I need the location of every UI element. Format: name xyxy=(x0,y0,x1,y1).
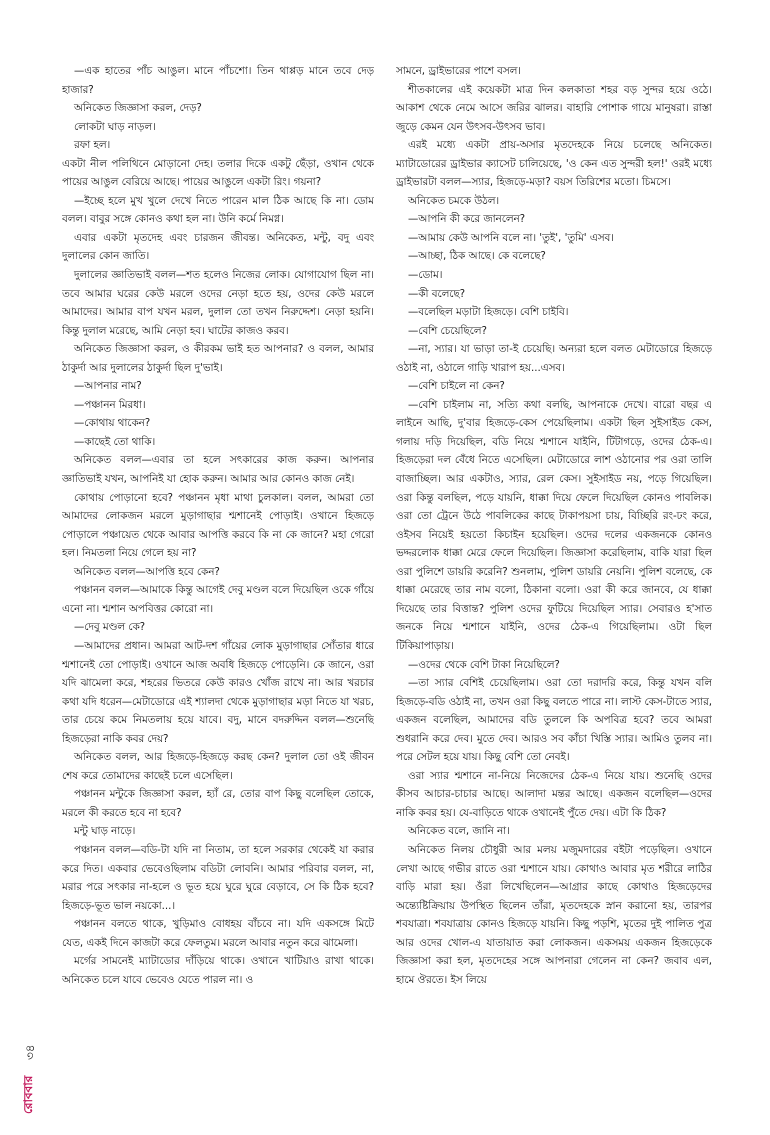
paragraph: অনিকেত বলল—এবার তা হলে সৎকারের কাজ করুন। আপনার জ্ঞাতিভাই যখন, আপনিই যা হোক করুন। আমার আর কোনও কাজ নেই। xyxy=(62,454,374,486)
paragraph: অনিকেত বলল, আর হিজড়ে-হিজড়ে করছ কেন? দুলাল তো ওই জীবন শেষ করে তোমাদের কাছেই চলে এসেছিল। xyxy=(62,751,374,782)
page-number: ৩৪ xyxy=(23,1044,37,1060)
paragraph: —কোথায় থাকেন? xyxy=(74,417,151,430)
paragraph: —এক হাতের পাঁচ আঙুল। মানে পাঁচশো। তিন থাপ্পড় মানে তবে দেড় হাজার? xyxy=(62,65,374,96)
paragraph: —আপনি কী করে জানলেন? xyxy=(408,213,526,226)
paragraph: লোকটা ঘাড় নাড়ল। xyxy=(74,120,156,133)
paragraph: মর্গের সামনেই ম্যাটাডোর দাঁড়িয়ে থাকে। ওখানে খাটিয়াও রাখা থাকে। অনিকেত চলে যাবে ভেবেও যেতে পারল না। ও xyxy=(62,955,374,986)
paragraph: —না, স্যার। যা ভাড়া তা-ই চেয়েছি। অন্যরা হলে বলত মেটাডোরে হিজড়ে ওঠাই না, ওঠালে গাড়ি খারাপ হয়...এসব। xyxy=(396,343,712,374)
paragraph: রফা হল। xyxy=(74,139,111,152)
paragraph: পঞ্চানন মন্টুকে জিজ্ঞাসা করল, হ্যাঁ রে, তোর বাপ কিছু বলেছিল তোকে, মরলে কী করতে হবে না হবে? xyxy=(62,788,374,819)
paragraph: —আচ্ছা, ঠিক আছে। কে বলেছে? xyxy=(408,250,546,263)
paragraph: অনিকেত বলে, জানি না। xyxy=(408,825,510,838)
paragraph: অনিকেত জিজ্ঞাসা করল, ও কীরকম ভাই হত আপনার? ও বলল, আমার ঠাকুর্দা আর দুলালের ঠাকুর্দা ছিল দু'ভাই। xyxy=(62,343,374,374)
paragraph: একটা নীল পলিথিনে মোড়ানো দেহ। তলার দিকে একটু ছেঁড়া, ওখান থেকে পায়ের আঙুল বেরিয়ে আছে। পায়ের আঙুলে একটা রিং। গয়না? xyxy=(62,157,374,189)
paragraph: এবার একটা মৃতদেহ এবং চারজন জীবন্ত। অনিকেত, মন্টু, বদু এবং দুলালের কোন জাতি। xyxy=(62,231,374,263)
paragraph: —তা স্যার বেশিই চেয়েছিলাম। ওরা তো দরাদরি করে, কিন্তু যখন বলি হিজড়ে-বডি ওঠাই না, তখন ওরা কিছু বলতে পারে না। লাস্ট কেস-টাতে স্যার, একজন বলেছিল, আমাদের বডি তুললে কি অপবিত্র হবে? তবে আমরা শুধরানি করে দেব। মুতে দেব। আরও সব কাঁচা খিস্তি স্যার। আমিও তুলব না। পরে সেটল হয়ে যায়। কিছু বেশি তো নেবই। xyxy=(396,677,712,764)
left-column xyxy=(62,62,374,1128)
paragraph: কোথায় পোড়ানো হবে? পঞ্চানন মৃধা মাথা চুলকাল। বলল, আমরা তো আমাদের লোকজন মরলে মুড়াগাছার শ্মশানেই পোড়াই। ওখানে হিজড়ে পোড়ালে পঞ্চায়েত থেকে আবার আপত্তি করবে কি না কে জানে? মহা গেরো হল। নিমতলা নিয়ে গেলে হয় না? xyxy=(62,491,374,560)
paragraph: অনিকেত নিলয় চৌধুরী আর মলয় মজুমদারের বইটা পড়েছিল। ওখানে লেখা আছে গভীর রাতে ওরা শ্মশানে যায়। কোথাও আবার মৃত শরীরে লাঠির বাড়ি মারা হয়। ওঁরা লিখেছিলেন—আগ্রার কাছে কোথাও হিজড়েদের অন্ত্যেষ্টিক্রিয়ায় উপস্থিত ছিলেন তাঁরা, মৃতদেহকে স্নান করানো হয়, তারপর শবযাত্রা। শবযাত্রায় কোনও হিজড়ে যায়নি। কিছু পড়শি, মৃতের দুই পালিত পুত্র আর ওদের খোল-এ যাতায়াত করা লোকজন। একসময় একজন হিজড়েকে জিজ্ঞাসা করা হল, মৃতদেহের সঙ্গে আপনারা গেলেন না কেন? জবাব এল, হামে ঔরতে। ইস লিয়ে xyxy=(396,843,712,986)
paragraph: —বেশি চাইলে না কেন? xyxy=(408,380,505,393)
paragraph: ওরা স্যার শ্মশানে না-নিয়ে নিজেদের ঠেক-এ নিয়ে যায়। শুনেছি ওদের কীসব আচার-চাচার আছে। আলাদা মন্তর আছে। একজন বলেছিল—ওদের নাকি কবর হয়। যে-বাড়িতে থাকে ওখানেই পুঁতে দেয়। এটা কি ঠিক? xyxy=(396,769,712,819)
paragraph: —আমায় কেউ আপনি বলে না। 'তুই', 'তুমি' এসব। xyxy=(408,231,614,244)
paragraph: —আমাদের প্রধান। আমরা আট-দশ গাঁয়ের লোক মুড়াগাছার সোঁতার ধারে শ্মশানেই তো পোড়াই। ওখানে আজ অবধি হিজড়ে পোড়েনি। কে জানে, ওরা যদি ঝামেলা করে, শহরের ভিতরে কেউ কারও খোঁজ রাখে না। আর খরচার কথা যদি ধরেন—মেটাডোরে এই শ্যালদা থেকে মুড়াগাছার মড়া নিতে যা খরচ, তার চেয়ে কমে নিমতলায় হয়ে যাবে। বদু, মানে বদরুদ্দিন বলল—শুনেছি হিজড়েরা নাকি কবর দেয়? xyxy=(62,639,374,745)
paragraph: —বেশি চেয়েছিলে? xyxy=(408,324,487,337)
paragraph: এরই মধ্যে একটা প্রায়-অসার মৃতদেহকে নিয়ে চলেছে অনিকেত। ম্যাটাডোরের ড্রাইভার ক্যাসেট চালিয়েছে, 'ও কেন এত সুন্দরী হল!' ওরই মধ্যে ড্রাইভারটা বলল—স্যার, হিজড়ে-মড়া? বয়স তিরিশের মতো। চিমসে। xyxy=(396,139,712,189)
paragraph: অনিকেত চমকে উঠল। xyxy=(408,194,500,207)
paragraph: —ডোম। xyxy=(408,269,443,282)
paragraph: অনিকেত জিজ্ঞাসা করল, দেড়? xyxy=(74,102,202,115)
paragraph: —বলেছিল মড়াটা হিজড়ে। বেশি চাইবি। xyxy=(408,306,569,319)
magazine-name: রোববার xyxy=(21,1075,35,1115)
paragraph: পঞ্চানন বলতে থাকে, খুড়িমাও বোধহয় বাঁচবে না। যদি একসঙ্গে মিটে যেত, একই দিনে কাজটা করে ফেলতুম। মরলে আবার নতুন করে ঝামেলা। xyxy=(62,918,374,949)
paragraph: —কাছেই তো থাকি। xyxy=(74,435,156,448)
paragraph: —বেশি চাইলাম না, সত্যি কথা বলছি, আপনাকে দেখে। বারো বছর এ লাইনে আছি, দু'বার হিজড়ে-কেস পেয়েছিলাম। একটা ছিল সুইসাইড কেস, গলায় দড়ি দিয়েছিল, বডি নিয়ে শ্মশানে যাইনি, টিটাগড়ে, ওদের ঠেক-এ। হিজড়েরা দল বেঁধে নিতে এসেছিল। মেটাডোরে লাশ ওঠানোর পর ওরা তালি বাজাচ্ছিল। আর একটাও, স্যার, রেল কেস। সুইসাইড নয়, পড়ে গিয়েছিল। ওরা কিন্তু বলছিল, পড়ে যায়নি, ধাক্কা দিয়ে ফেলে দিয়েছিল কোনও পাবলিক। ওরা তো ট্রেনে উঠে পাবলিকের কাছে টাকাপয়সা চায়, বিচ্ছিরি রং-ঢং করে, ওইসব নিয়েই হয়তো কিচাইন হয়েছিল। ওদের দলের একজনকে কোনও ভদ্দরলোক ধাক্কা মেরে ফেলে দিয়েছিল। জিজ্ঞাসা করেছিলাম, বাকি যারা ছিল ওরা পুলিশে ডায়রি করেনি? শুনলাম, পুলিশ ডায়রি নেয়নি। পুলিশ বলেছে, কে ধাক্কা মেরেছে তার নাম বলো, ঠিকানা বলো। ওরা কী করে জানবে, যে ধাক্কা দিয়েছে তার বিত্তান্ত? পুলিশ ওদের ফুটিয়ে দিয়েছিল স্যার। সেবারও হ'সাত জনকে নিয়ে শ্মশানে যাইনি, ওদের ঠেক-এ গিয়েছিলাম। ওটা ছিল টিকিয়াপাড়ায়। xyxy=(396,398,712,652)
paragraph: মন্টু ঘাড় নাড়ে। xyxy=(74,825,136,838)
paragraph: অনিকেত বলল—আপত্তি হবে কেন? xyxy=(74,565,220,578)
paragraph: —পঞ্চানন মিরধা। xyxy=(74,398,146,411)
paragraph: পঞ্চানন বলল—বডি-টা যদি না নিতাম, তা হলে সরকার থেকেই যা করার করে দিত। একবার ভেবেওছিলাম বডিটা লোবনি। আমার পরিবার বলল, না, মরার পরে সৎকার না-হলে ও ভূত হয়ে ঘুরে ঘুরে বেড়াবে, সে কি ঠিক হবে? হিজড়ে-ভূত ভাল নয়কো...। xyxy=(62,843,374,912)
paragraph: দুলালের জ্ঞাতিভাই বলল—শত হলেও নিজের লোক। যোগাযোগ ছিল না। তবে আমার ঘরের কেউ মরলে ওদের নেড়া হতে হয়, ওদের কেউ মরলে আমাদের। আমার বাপ যখন মরল, দুলাল তো তখন নিরুদ্দেশ। নেড়া হয়নি। কিন্তু দুলাল মরেছে, আমি নেড়া হব। ঘাটের কাজও করব। xyxy=(62,269,374,337)
paragraph: —দেবু মণ্ডল কে? xyxy=(74,621,146,634)
right-column xyxy=(396,62,712,1128)
paragraph: পঞ্চানন বলল—আমাকে কিন্তু আগেই দেবু মণ্ডল বলে দিয়েছিল ওকে গাঁয়ে এনো না। শ্মশান অপবিত্তর কোরো না। xyxy=(62,584,374,615)
paragraph: সামনে, ড্রাইভারের পাশে বসল। xyxy=(396,65,521,77)
paragraph: —ওদের থেকে বেশি টাকা নিয়েছিলে? xyxy=(408,658,560,671)
paragraph: —ইচ্ছে হলে মুখ খুলে দেখে নিতে পারেন মাল ঠিক আছে কি না। ডোম বলল। বাবুর সঙ্গে কোনও কথা হল না। উনি কর্মে নিমগ্ন। xyxy=(62,194,374,226)
paragraph: —কী বলেছে? xyxy=(408,287,466,300)
paragraph: শীতকালের এই কয়েকটা মাত্র দিন কলকাতা শহর বড় সুন্দর হয়ে ওঠে। আকাশ থেকে নেমে আসে জরির ঝালর। বাহারি পোশাক গায়ে মানুষরা। রাস্তা জুড়ে কেমন যেন উৎসব-উৎসব ভাব। xyxy=(396,83,712,133)
paragraph: —আপনার নাম? xyxy=(74,380,142,393)
